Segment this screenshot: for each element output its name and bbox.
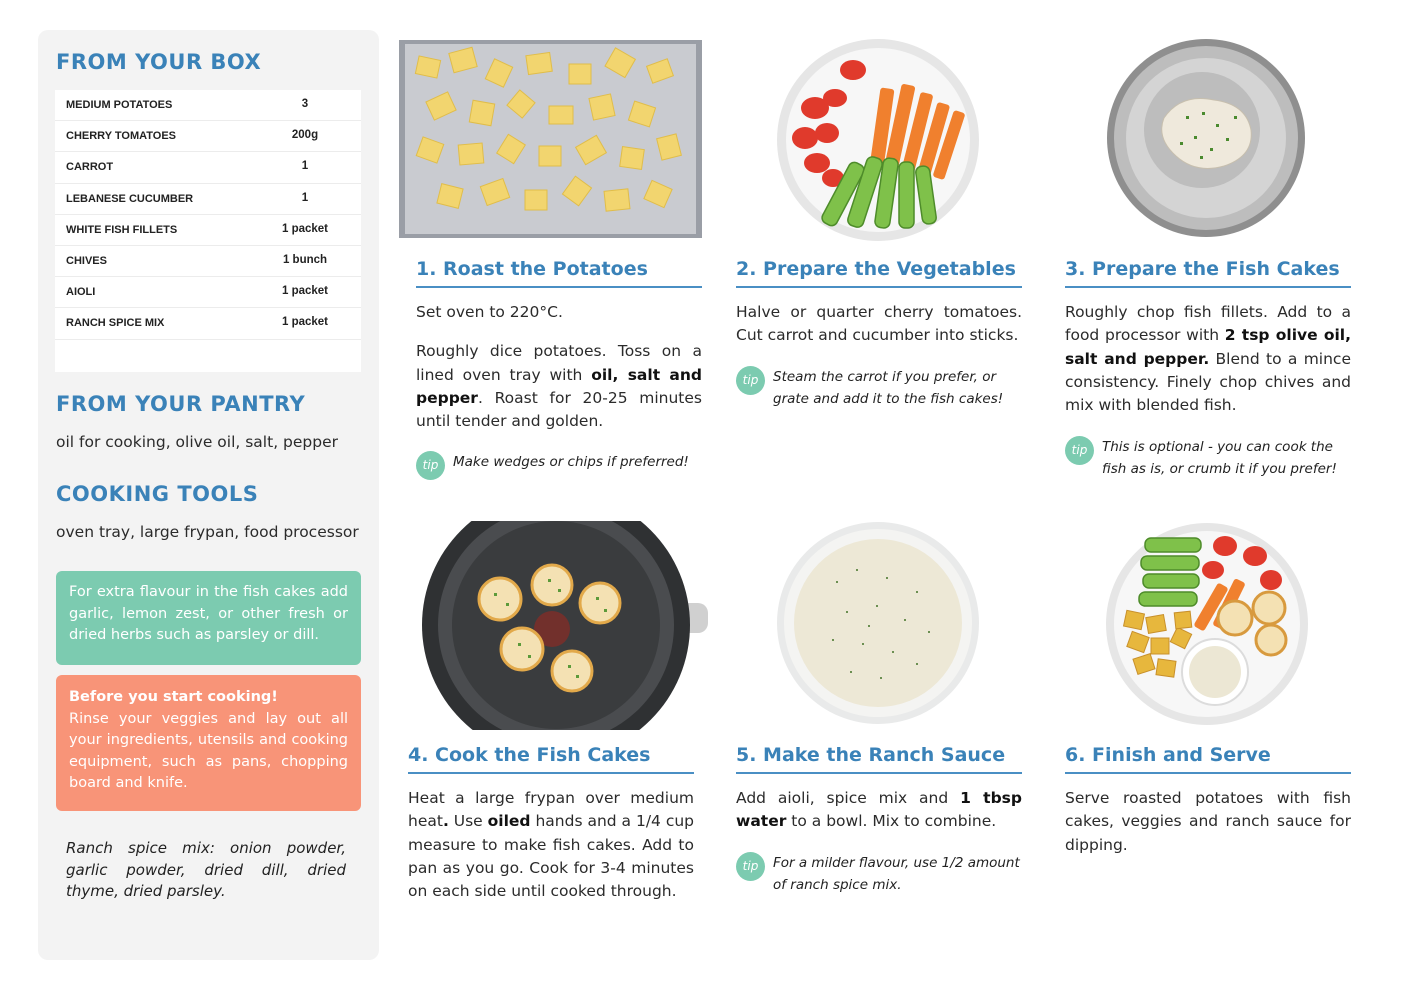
table-row bbox=[55, 184, 361, 215]
step-3-para-1 bbox=[1065, 301, 1351, 417]
text-run: Use bbox=[448, 812, 488, 831]
text-run: . Roast for 20-25 minutes until tender and golden. bbox=[416, 388, 702, 431]
step-2-text bbox=[736, 301, 1022, 364]
text-run: to a bowl. Mix to combine. bbox=[786, 812, 997, 831]
tip-text: Steam the carrot if you prefer, or grate and add it to the fish cakes! bbox=[773, 369, 1004, 407]
step-3-text bbox=[1065, 301, 1351, 433]
table-row bbox=[55, 308, 361, 339]
bold-text: . bbox=[442, 812, 449, 831]
step-2-para-1: Halve or quarter cherry tomatoes. Cut carrot and cucumber into sticks. bbox=[736, 303, 1022, 345]
ingredient-name: MEDIUM POTATOES bbox=[66, 99, 173, 111]
ingredient-qty: 1 packet bbox=[281, 285, 329, 298]
ingredient-name: RANCH SPICE MIX bbox=[66, 317, 165, 330]
step-4-para-1 bbox=[408, 787, 694, 903]
step-3-title: 3. Prepare the Fish Cakes bbox=[1065, 258, 1351, 288]
ingredient-name: LEBANESE CUCUMBER bbox=[66, 192, 194, 205]
ingredient-qty: 1 bunch bbox=[282, 253, 328, 266]
text-run: Heat a large frypan over medium heat bbox=[408, 789, 694, 831]
tip-text: This is optional - you can cook the fish as is, or crumb it if you prefer! bbox=[1102, 439, 1337, 477]
ingredient-qty: 1 packet bbox=[281, 222, 329, 235]
from-your-box-heading: FROM YOUR BOX bbox=[56, 50, 262, 74]
step-1-para-2 bbox=[416, 340, 702, 433]
table-row bbox=[55, 246, 361, 277]
ingredient-qty: 1 bbox=[301, 160, 309, 173]
tip-text: Make wedges or chips if preferred! bbox=[453, 454, 689, 470]
tip-text: For a milder flavour, use 1/2 amount of ranch spice mix. bbox=[773, 855, 1020, 893]
fish-mince-bowl-image bbox=[1106, 38, 1306, 238]
step-4-text bbox=[408, 787, 694, 919]
text-run: Blend to a mince consistency. Finely chop chives and mix with blended fish. bbox=[1065, 349, 1351, 415]
step-1-title: 1. Roast the Potatoes bbox=[416, 258, 702, 288]
tools-text: oven tray, large frypan, food processor bbox=[56, 523, 359, 541]
ingredient-name: WHITE FISH FILLETS bbox=[66, 223, 178, 236]
flavour-tip-box: For extra flavour in the fish cakes add garlic, lemon zest, or other fresh or dried herbs such as parsley or dill. bbox=[56, 571, 361, 665]
text-run: Roughly dice potatoes. Toss on a lined oven tray with bbox=[416, 342, 702, 384]
text-run: hands and a 1/4 cup measure to make fish cakes. Add to pan as you go. Cook for 3-4 minutes on each side until cooked through. bbox=[408, 812, 695, 901]
ingredients-table bbox=[55, 90, 361, 372]
tip-badge: tip bbox=[736, 366, 765, 395]
ingredient-name: CHIVES bbox=[66, 254, 107, 267]
ingredient-qty: 3 bbox=[301, 98, 309, 110]
text-run: Add aioli, spice mix and bbox=[736, 789, 961, 807]
text-run: Roughly chop fish fillets. Add to a food processor with bbox=[1065, 303, 1351, 345]
ingredient-qty: 1 packet bbox=[281, 316, 329, 329]
step-5-text bbox=[736, 787, 1022, 850]
ingredient-qty: 1 bbox=[301, 191, 309, 204]
table-row bbox=[55, 90, 361, 121]
before-cooking-title: Before you start cooking! bbox=[69, 689, 278, 705]
bold-text: 1 tbsp water bbox=[736, 789, 1022, 831]
fish-cakes-pan-image bbox=[420, 521, 710, 730]
table-row bbox=[55, 152, 361, 183]
bold-text: oiled bbox=[487, 812, 531, 831]
step-1-text bbox=[416, 301, 702, 449]
before-cooking-box bbox=[56, 675, 361, 811]
sidebar bbox=[38, 30, 379, 960]
step-4-title: 4. Cook the Fish Cakes bbox=[408, 744, 694, 774]
bold-text: oil, salt and pepper bbox=[416, 365, 703, 407]
tip-badge: tip bbox=[416, 451, 445, 480]
pantry-text: oil for cooking, olive oil, salt, pepper bbox=[56, 433, 339, 451]
tip-badge: tip bbox=[736, 852, 765, 881]
before-cooking-text: Rinse your veggies and lay out all your ingredients, utensils and cooking equipment, such as pans, chopping board and knife. bbox=[69, 710, 348, 791]
from-your-pantry-heading: FROM YOUR PANTRY bbox=[56, 392, 306, 416]
step-5-para-1 bbox=[736, 787, 1022, 834]
spice-mix-note: Ranch spice mix: onion powder, garlic powder, dried dill, dried thyme, dried parsley. bbox=[66, 839, 346, 900]
bold-text: 2 tsp olive oil, salt and pepper. bbox=[1065, 326, 1351, 368]
step-1-para-1: Set oven to 220°C. bbox=[416, 303, 563, 321]
ingredient-name: CARROT bbox=[66, 161, 114, 174]
ranch-sauce-bowl-image bbox=[776, 521, 980, 725]
table-row bbox=[55, 121, 361, 152]
vegetables-plate-image bbox=[775, 38, 981, 242]
tip-badge: tip bbox=[1065, 436, 1094, 465]
step-6-title: 6. Finish and Serve bbox=[1065, 744, 1351, 774]
table-row bbox=[55, 215, 361, 246]
step-5-title: 5. Make the Ranch Sauce bbox=[736, 744, 1022, 774]
step-2-title: 2. Prepare the Vegetables bbox=[736, 258, 1022, 288]
table-row bbox=[55, 277, 361, 308]
ingredient-qty: 200g bbox=[291, 129, 319, 142]
finished-plate-image bbox=[1105, 522, 1309, 726]
ingredient-name: AIOLI bbox=[66, 286, 96, 299]
ingredient-name: CHERRY TOMATOES bbox=[66, 130, 177, 143]
roasted-potatoes-image bbox=[399, 40, 702, 238]
step-6-text bbox=[1065, 787, 1351, 873]
step-6-para-1: Serve roasted potatoes with fish cakes, veggies and ranch sauce for dipping. bbox=[1065, 789, 1351, 854]
cooking-tools-heading: COOKING TOOLS bbox=[56, 482, 259, 506]
